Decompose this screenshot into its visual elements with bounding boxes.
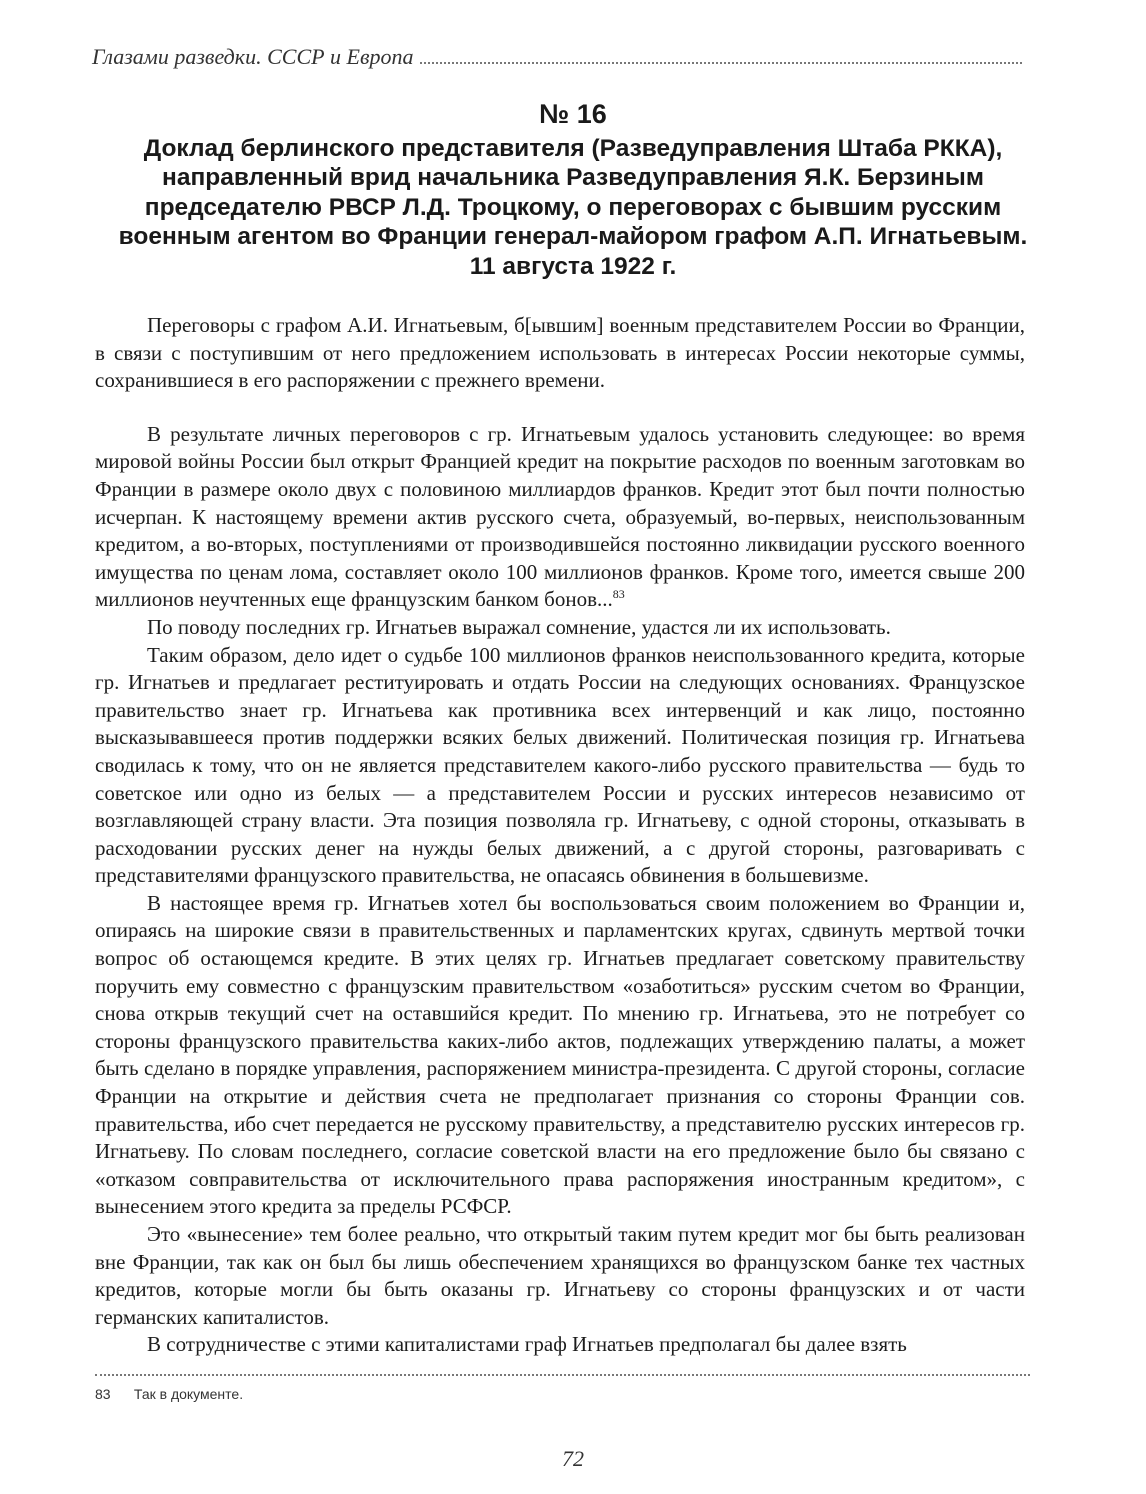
heading-line: направленный врид начальника Разведуправления Я.К. Берзиным: [162, 164, 984, 191]
document-number: № 16: [539, 99, 607, 129]
paragraph: В сотрудничестве с этими капиталистами граф Игнатьев предполагал бы далее взять: [147, 1332, 907, 1357]
running-head-leader: [420, 62, 1022, 64]
footnote-separator: [95, 1374, 1030, 1376]
page-number: 72: [562, 1446, 584, 1471]
paragraph: Переговоры с графом А.И. Игнатьевым, б[ывшим] военным представителем России во Франции, в связи с поступившим от него предложением использовать в интересах России некоторые суммы, сохранившиеся в его распоряжении с прежнего времени.: [95, 313, 1025, 393]
footnote-reference: 83: [612, 587, 625, 602]
paragraph: [95, 421, 1025, 614]
heading-date: 11 августа 1922 г.: [469, 252, 677, 280]
document-heading: [95, 100, 1051, 281]
heading-line: военным агентом во Франции генерал-майором графом А.П. Игнатьевым.: [118, 223, 1028, 250]
heading-line: председателю РВСР Л.Д. Троцкому, о переговорах с бывшим русским: [144, 193, 1002, 221]
heading-line: Доклад берлинского представителя (Разведуправления Штаба РККА),: [143, 134, 1003, 162]
running-head-title: Глазами разведки. СССР и Европа: [92, 44, 414, 69]
paragraph: Таким образом, дело идет о судьбе 100 миллионов франков неиспользованного кредита, которые гр. Игнатьев и предлагает реституировать и отдать России на следующих основаниях. Французское правительство знает гр. Игнатьева как противника всех интервенций и как лицо, постоянно высказывавшееся против поддержки всяких белых движений. Политическая позиция гр. Игнатьева сводилась к тому, что он не является представителем какого-либо русского правительства — будь то советское или одно из белых — а представителем России и русских интересов независимо от возглавляющей страну власти. Эта позиция позволяла гр. Игнатьеву, с одной стороны, отказывать в расходовании русских денег на нужды белых движений, а с другой стороны, разговаривать с представителями французского правительства, не опасаясь обвинения в большевизме.: [95, 642, 1025, 888]
paragraph-text: В результате личных переговоров с гр. Игнатьевым удалось установить следующее: во время мировой войны России был открыт Францией кредит на покрытие расходов по военным заготовкам во Франции в размере около двух с половиною миллиардов франков. Кредит этот был почти полностью исчерпан. К настоящему времени актив русского счета, образуемый, во-первых, неиспользованным кредитом, а во-вторых, поступлениями от производившейся постоянно ликвидации русского военного имущества по ценам лома, составляет около 100 миллионов франков. Кроме того, имеется свыше 200 миллионов неучтенных еще французским банком бонов...: [95, 421, 1025, 612]
footnote-number: 83: [95, 1386, 111, 1402]
paragraph: Это «вынесение» тем более реально, что открытый таким путем кредит мог бы быть реализован вне Франции, так как он был бы лишь обеспечением хранящихся во французском банке тех частных кредитов, которые могли бы быть оказаны гр. Игнатьеву со стороны французских и от части германских капиталистов.: [95, 1222, 1025, 1329]
paragraph: По поводу последних гр. Игнатьев выражал сомнение, удастся ли их использовать.: [147, 614, 891, 639]
body-text: [95, 312, 1025, 1359]
running-head: [92, 38, 1022, 70]
footnote: [95, 1386, 243, 1402]
paragraph: В настоящее время гр. Игнатьев хотел бы воспользоваться своим положением во Франции и, опираясь на широкие связи в правительственных и парламентских кругах, сдвинуть мертвой точки вопрос об остающемся кредите. В этих целях гр. Игнатьев предлагает советскому правительству поручить ему совместно с французским правительством «озаботиться» русским счетом во Франции, снова открыв текущий счет на оставшийся кредит. По мнению гр. Игнатьева, это не потребует со стороны французского правительства каких-либо актов, подлежащих утверждению палаты, а может быть сделано в порядке управления, распоряжением министра-президента. С другой стороны, согласие Франции на открытие и действия счета не предполагает признания со стороны Франции сов. правительства, ибо счет передается не русскому правительству, а представителю русских интересов гр. Игнатьеву. По словам последнего, согласие советской власти на его предложение было бы связано с «отказом совправительства от исключительного права распоряжения иностранным кредитом», с вынесением этого кредита за пределы РСФСР.: [95, 890, 1025, 1219]
footnote-text: Так в документе.: [133, 1386, 244, 1402]
